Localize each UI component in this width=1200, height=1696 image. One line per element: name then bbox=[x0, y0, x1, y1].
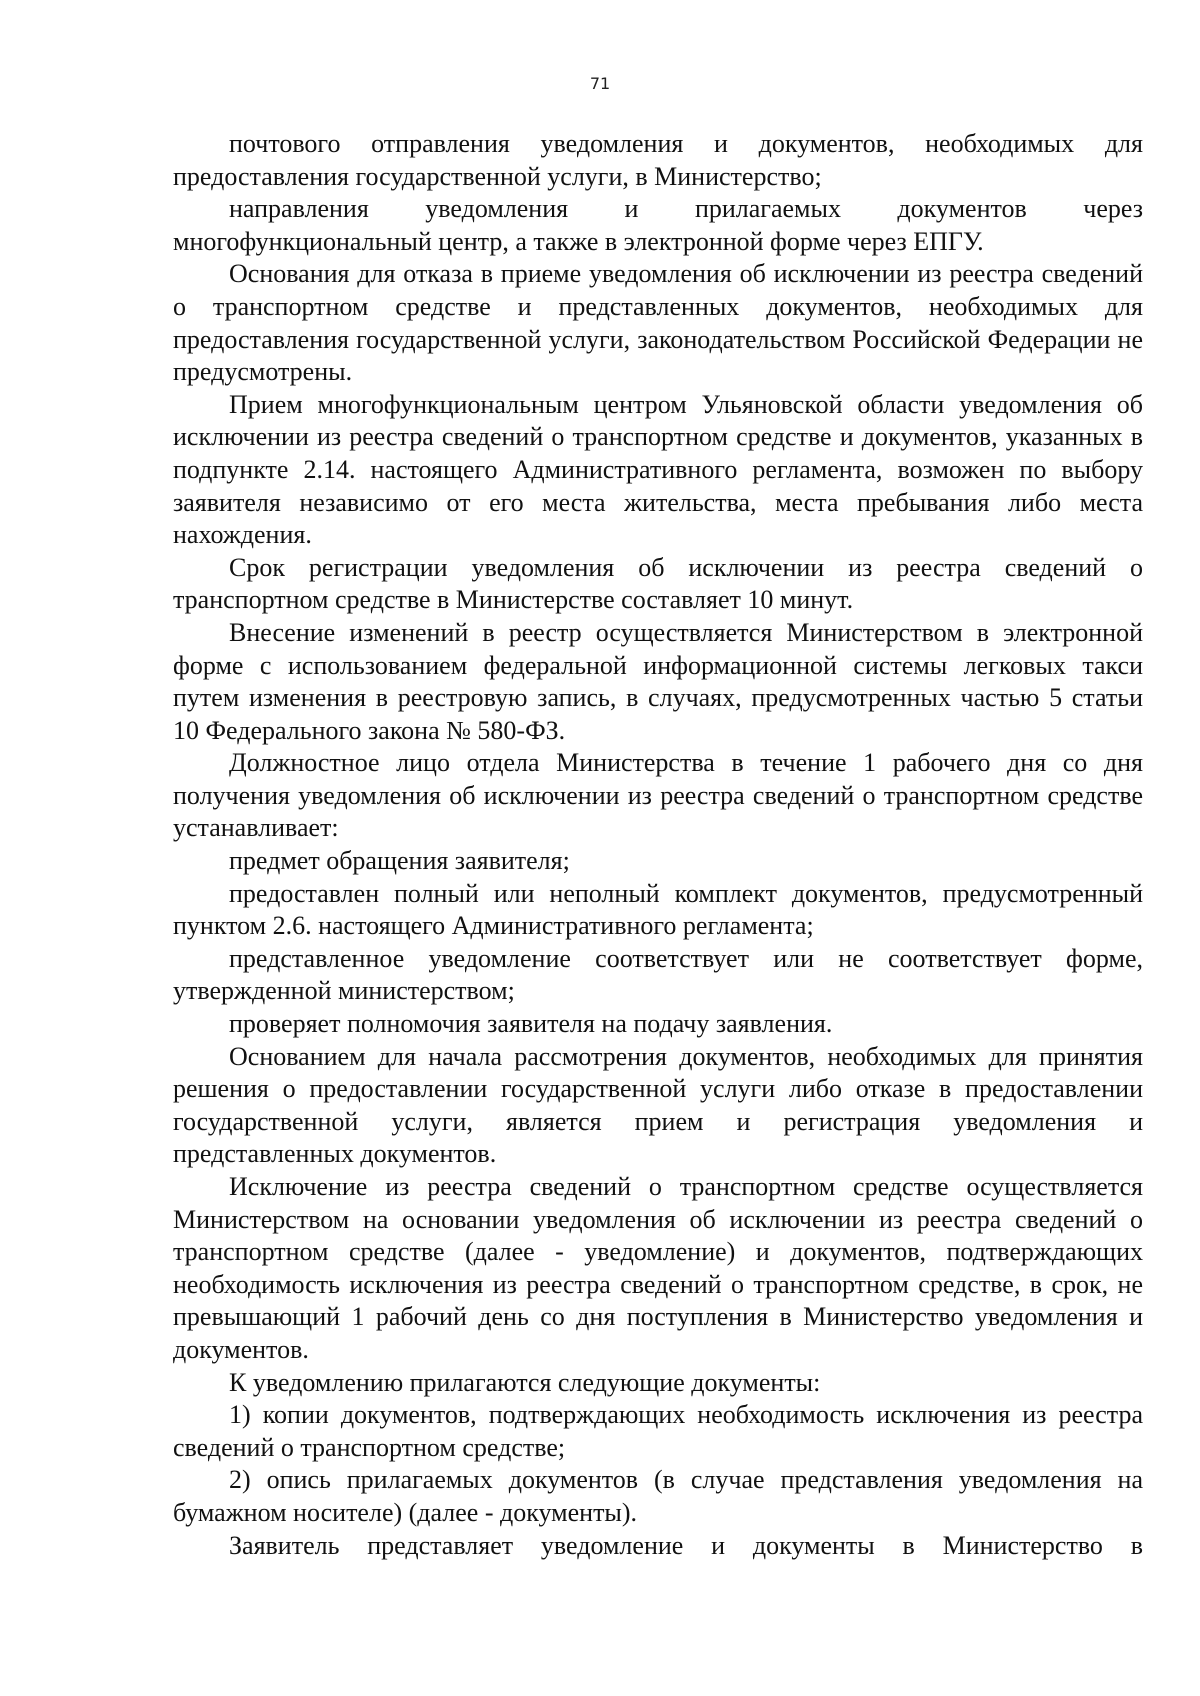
paragraph: предоставлен полный или неполный комплект документов, предусмотренный пунктом 2.6. настоящего Административного регламента; bbox=[173, 878, 1143, 941]
paragraph: Основанием для начала рассмотрения документов, необходимых для принятия решения о предоставлении государственной услуги либо отказе в предоставлении государственной услуги, является прием и регистрация уведомления и представленных документов. bbox=[173, 1041, 1143, 1169]
paragraph: Срок регистрации уведомления об исключении из реестра сведений о транспортном средстве в Министерстве составляет 10 минут. bbox=[173, 552, 1143, 615]
paragraph: проверяет полномочия заявителя на подачу заявления. bbox=[229, 1009, 833, 1039]
paragraph: Внесение изменений в реестр осуществляется Министерством в электронной форме с использованием федеральной информационной системы легковых такси путем изменения в реестровую запись, в случаях, предусмотренных частью 5 статьи 10 Федерального закона № 580-ФЗ. bbox=[173, 617, 1143, 745]
paragraph: 2) опись прилагаемых документов (в случае представления уведомления на бумажном носителе) (далее - документы). bbox=[173, 1465, 1143, 1527]
paragraph: предмет обращения заявителя; bbox=[229, 846, 570, 876]
paragraph-continued: Заявитель представляет уведомление и документы в Министерство в bbox=[229, 1530, 1143, 1560]
paragraph: К уведомлению прилагаются следующие документы: bbox=[229, 1367, 821, 1397]
paragraph: почтового отправления уведомления и документов, необходимых для предоставления государственной услуги, в Министерство; bbox=[173, 129, 1143, 191]
paragraph: направления уведомления и прилагаемых документов через многофункциональный центр, а также в электронной форме через ЕПГУ. bbox=[173, 194, 1143, 256]
paragraph: представленное уведомление соответствует или не соответствует форме, утвержденной министерством; bbox=[173, 943, 1143, 1006]
paragraph: Должностное лицо отдела Министерства в течение 1 рабочего дня со дня получения уведомления об исключении из реестра сведений о транспортном средстве устанавливает: bbox=[173, 748, 1143, 843]
paragraph: Исключение из реестра сведений о транспортном средстве осуществляется Министерством на основании уведомления об исключении из реестра сведений о транспортном средстве (далее - уведомление) и документов, подтверждающих необходимость исключения из реестра сведений о транспортном средстве, в срок, не превышающий 1 рабочий день со дня поступления в Министерство уведомления и документов. bbox=[173, 1172, 1143, 1364]
page-number: 71 bbox=[589, 74, 611, 93]
paragraph: Прием многофункциональным центром Ульяновской области уведомления об исключении из реестра сведений о транспортном средстве и документов, указанных в подпункте 2.14. настоящего Административного регламента, возможен по выбору заявителя независимо от его места жительства, места пребывания либо места нахождения. bbox=[173, 389, 1143, 550]
paragraph: Основания для отказа в приеме уведомления об исключении из реестра сведений о транспортном средстве и представленных документов, необходимых для предоставления государственной услуги, законодательством Российской Федерации не предусмотрены. bbox=[173, 259, 1143, 387]
document-body bbox=[173, 128, 1143, 1562]
paragraph: 1) копии документов, подтверждающих необходимость исключения из реестра сведений о транспортном средстве; bbox=[173, 1400, 1143, 1462]
